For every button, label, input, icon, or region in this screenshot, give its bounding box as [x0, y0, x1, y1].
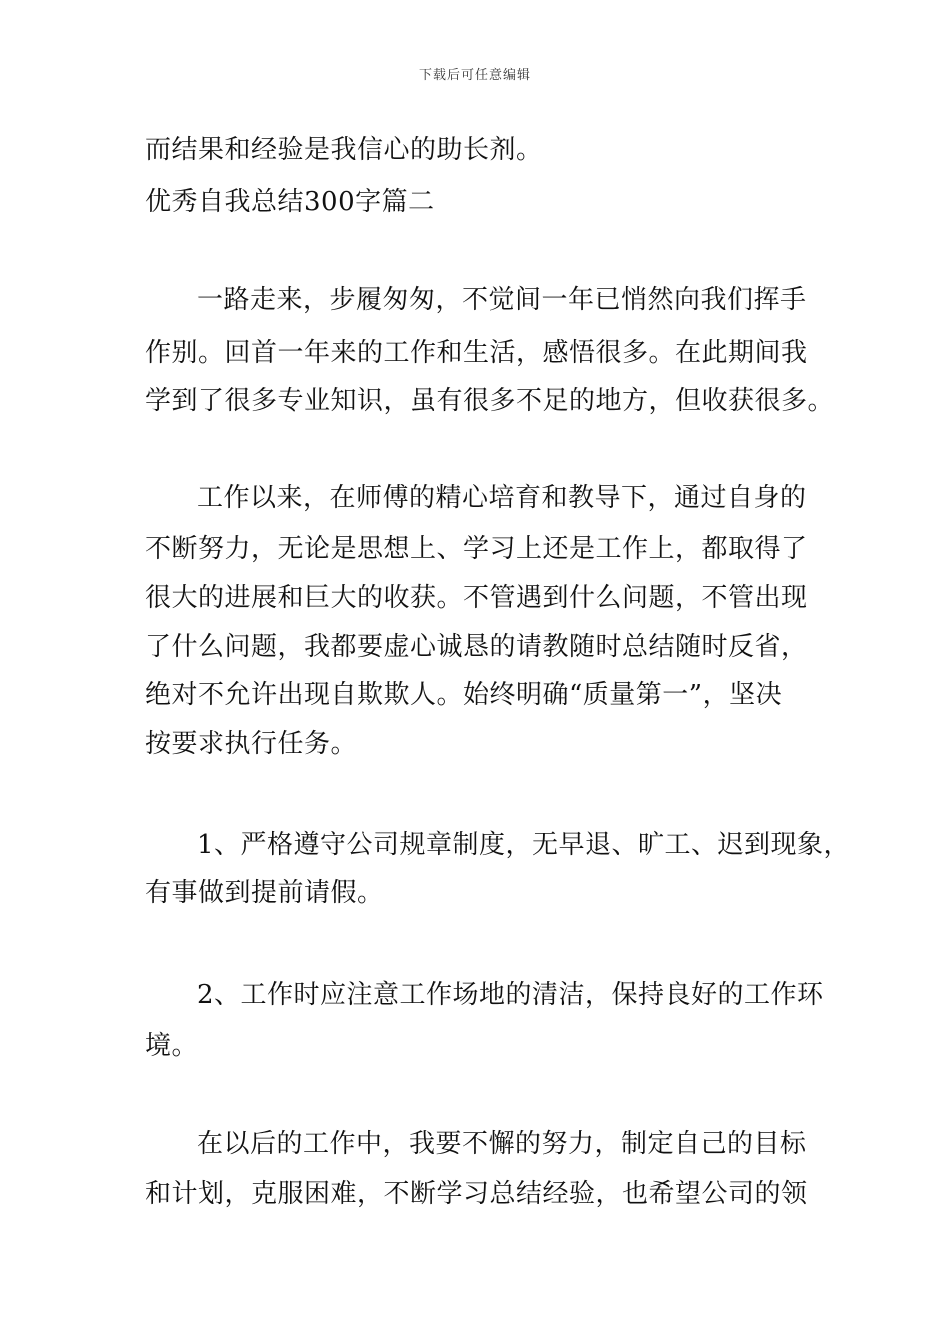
text-line: 按要求执行任务。	[145, 729, 358, 759]
text-line: 而结果和经验是我信心的助长剂。	[145, 135, 543, 165]
text-line: 有事做到提前请假。	[145, 878, 384, 908]
section-title: 优秀自我总结300字篇二	[145, 187, 435, 217]
text-line: 了什么问题，我都要虚心诚恳的请教随时总结随时反省，	[145, 632, 808, 662]
text-line: 境。	[145, 1031, 199, 1061]
text-line: 作别。回首一年来的工作和生活，感悟很多。在此期间我	[145, 338, 808, 368]
text-line: 很大的进展和巨大的收获。不管遇到什么问题，不管出现	[145, 583, 808, 613]
list-item-1: 1、严格遵守公司规章制度，无早退、旷工、迟到现象，	[197, 830, 851, 860]
text-line: 在以后的工作中，我要不懈的努力，制定自己的目标	[197, 1129, 807, 1159]
text-line: 工作以来，在师傅的精心培育和教导下，通过自身的	[197, 483, 807, 513]
text-line: 学到了很多专业知识，虽有很多不足的地方，但收获很多。	[145, 386, 835, 416]
text-line: 和计划，克服困难，不断学习总结经验，也希望公司的领	[145, 1179, 808, 1209]
text-line: 绝对不允许出现自欺欺人。始终明确“质量第一”，坚决	[145, 680, 783, 710]
text-line: 不断努力，无论是思想上、学习上还是工作上，都取得了	[145, 534, 808, 564]
page-header: 下载后可任意编辑	[418, 68, 531, 83]
text-line: 一路走来，步履匆匆，不觉间一年已悄然向我们挥手	[197, 285, 807, 315]
list-item-2: 2、工作时应注意工作场地的清洁，保持良好的工作环	[197, 980, 824, 1010]
